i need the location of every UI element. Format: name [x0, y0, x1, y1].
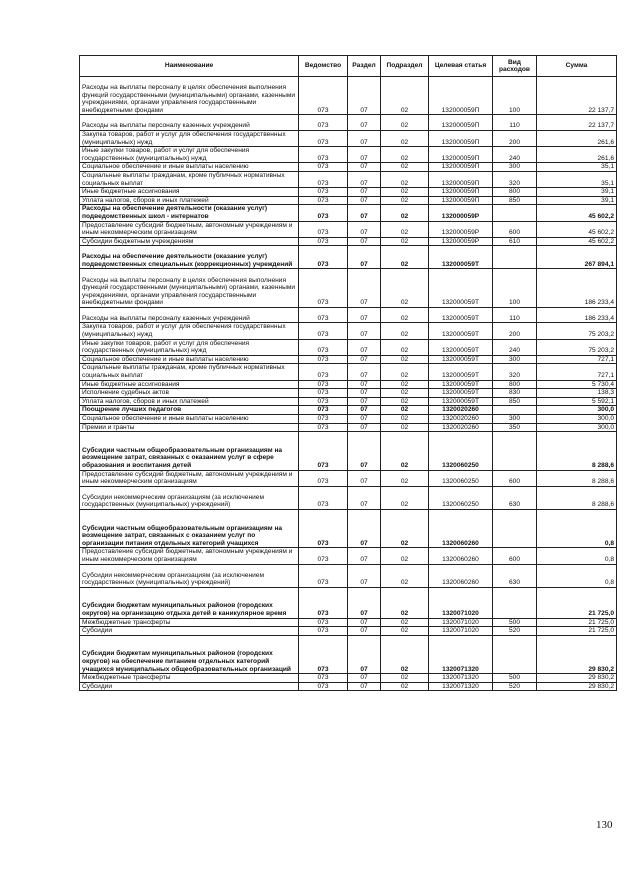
cell-vedomstvo: 073: [299, 682, 348, 691]
cell-name: Субсидии некоммерческим организациям (за исключением государственных (муниципальных) учреждений): [80, 564, 299, 587]
cell-razdel: 07: [348, 564, 381, 587]
cell-name: Расходы на выплаты персоналу казенных учреждений: [80, 307, 299, 323]
cell-vedomstvo: 073: [299, 618, 348, 627]
cell-vedomstvo: 073: [299, 509, 348, 547]
cell-podrazdel: 02: [381, 674, 429, 683]
cell-vid-raskhodov: 520: [493, 682, 537, 691]
cell-vedomstvo: 073: [299, 221, 348, 237]
cell-tselevaya-statya: 1320071320: [429, 635, 493, 673]
cell-podrazdel: 02: [381, 682, 429, 691]
cell-razdel: 07: [348, 188, 381, 197]
cell-podrazdel: 02: [381, 246, 429, 269]
cell-vid-raskhodov: 300: [493, 415, 537, 424]
cell-summa: 29 830,2: [537, 682, 617, 691]
cell-name: Иные бюджетные ассигнования: [80, 380, 299, 389]
cell-tselevaya-statya: 132000059П: [429, 163, 493, 172]
cell-name: Субсидии: [80, 627, 299, 636]
cell-vedomstvo: 073: [299, 674, 348, 683]
table-row: [80, 380, 617, 389]
cell-summa: 35,1: [537, 163, 617, 172]
cell-summa: 8 288,6: [537, 470, 617, 486]
cell-name: Расходы на обеспечение деятельности (оказание услуг) подведомственных школ - интернатов: [80, 205, 299, 221]
cell-razdel: 07: [348, 509, 381, 547]
cell-tselevaya-statya: 132000059Т: [429, 397, 493, 406]
cell-vedomstvo: 073: [299, 364, 348, 380]
cell-vid-raskhodov: 850: [493, 397, 537, 406]
table-row: [80, 627, 617, 636]
cell-razdel: 07: [348, 163, 381, 172]
cell-tselevaya-statya: 1320020260: [429, 415, 493, 424]
cell-razdel: 07: [348, 355, 381, 364]
cell-podrazdel: 02: [381, 618, 429, 627]
cell-summa: 45 602,2: [537, 237, 617, 246]
cell-razdel: 07: [348, 415, 381, 424]
cell-podrazdel: 02: [381, 115, 429, 131]
cell-tselevaya-statya: 1320071020: [429, 627, 493, 636]
cell-name: Предоставление субсидий бюджетным, автономным учреждениям и иным некоммерческим организациям: [80, 221, 299, 237]
cell-tselevaya-statya: 132000059П: [429, 171, 493, 187]
cell-tselevaya-statya: 1320060250: [429, 432, 493, 470]
cell-name: Поощрение лучших педагогов: [80, 406, 299, 415]
cell-summa: 0,8: [537, 548, 617, 564]
cell-podrazdel: 02: [381, 130, 429, 146]
table-row: [80, 246, 617, 269]
table-row: [80, 564, 617, 587]
cell-tselevaya-statya: 132000059П: [429, 196, 493, 205]
cell-vedomstvo: 073: [299, 339, 348, 355]
header-tselevaya-statya: Целевая статья: [429, 56, 493, 77]
cell-vedomstvo: 073: [299, 188, 348, 197]
table-row: [80, 221, 617, 237]
cell-name: Субсидии бюджетам муниципальных районов (городских округов) на обеспечение питанием отдельных категорий учащихся муниципальных общеобразовательных организаций: [80, 635, 299, 673]
table-row: [80, 486, 617, 509]
cell-vid-raskhodov: 110: [493, 115, 537, 131]
cell-tselevaya-statya: 132000059Т: [429, 380, 493, 389]
cell-summa: 0,8: [537, 509, 617, 547]
cell-name: Закупка товаров, работ и услуг для обеспечения государственных (муниципальных) нужд: [80, 130, 299, 146]
cell-tselevaya-statya: 1320020260: [429, 406, 493, 415]
cell-vedomstvo: 073: [299, 323, 348, 339]
cell-tselevaya-statya: 132000059Т: [429, 355, 493, 364]
cell-name: Премии и гранты: [80, 423, 299, 432]
cell-razdel: 07: [348, 548, 381, 564]
cell-razdel: 07: [348, 682, 381, 691]
budget-table: [79, 55, 617, 691]
cell-summa: 21 725,0: [537, 587, 617, 618]
cell-podrazdel: 02: [381, 380, 429, 389]
cell-vedomstvo: 073: [299, 171, 348, 187]
cell-tselevaya-statya: 1320071320: [429, 682, 493, 691]
cell-tselevaya-statya: 132000059Р: [429, 221, 493, 237]
cell-vid-raskhodov: [493, 406, 537, 415]
table-row: [80, 364, 617, 380]
cell-vedomstvo: 073: [299, 196, 348, 205]
cell-razdel: 07: [348, 397, 381, 406]
cell-vedomstvo: 073: [299, 246, 348, 269]
cell-name: Социальное обеспечение и иные выплаты населению: [80, 415, 299, 424]
cell-razdel: 07: [348, 323, 381, 339]
cell-summa: 29 830,2: [537, 674, 617, 683]
cell-name: Иные закупки товаров, работ и услуг для обеспечения государственных (муниципальных) нужд: [80, 147, 299, 163]
cell-podrazdel: 02: [381, 587, 429, 618]
cell-name: Иные закупки товаров, работ и услуг для обеспечения государственных (муниципальных) нужд: [80, 339, 299, 355]
table-row: [80, 423, 617, 432]
cell-tselevaya-statya: 1320060260: [429, 564, 493, 587]
table-row: [80, 397, 617, 406]
cell-summa: 22 137,7: [537, 77, 617, 115]
cell-name: Субсидии: [80, 682, 299, 691]
table-row: [80, 269, 617, 307]
cell-name: Социальное обеспечение и иные выплаты населению: [80, 163, 299, 172]
cell-razdel: 07: [348, 432, 381, 470]
cell-name: Социальные выплаты гражданам, кроме публичных нормативных социальных выплат: [80, 364, 299, 380]
cell-summa: 300,0: [537, 406, 617, 415]
cell-podrazdel: 02: [381, 205, 429, 221]
table-row: [80, 130, 617, 146]
cell-summa: 300,0: [537, 415, 617, 424]
cell-vid-raskhodov: 300: [493, 163, 537, 172]
cell-podrazdel: 02: [381, 389, 429, 398]
cell-podrazdel: 02: [381, 548, 429, 564]
cell-summa: 5 730,4: [537, 380, 617, 389]
cell-summa: 75 203,2: [537, 339, 617, 355]
table-row: [80, 339, 617, 355]
cell-podrazdel: 02: [381, 415, 429, 424]
table-row: [80, 548, 617, 564]
cell-vid-raskhodov: 610: [493, 237, 537, 246]
cell-tselevaya-statya: 132000059Т: [429, 364, 493, 380]
cell-vid-raskhodov: 630: [493, 564, 537, 587]
cell-name: Социальное обеспечение и иные выплаты населению: [80, 355, 299, 364]
cell-tselevaya-statya: 132000059П: [429, 77, 493, 115]
cell-vedomstvo: 073: [299, 130, 348, 146]
cell-tselevaya-statya: 132000059Т: [429, 307, 493, 323]
header-vid-raskhodov: Вид расходов: [493, 56, 537, 77]
cell-summa: 8 288,6: [537, 486, 617, 509]
cell-summa: 138,3: [537, 389, 617, 398]
cell-summa: 300,0: [537, 423, 617, 432]
cell-name: Закупка товаров, работ и услуг для обеспечения государственных (муниципальных) нужд: [80, 323, 299, 339]
cell-vedomstvo: 073: [299, 389, 348, 398]
cell-podrazdel: 02: [381, 397, 429, 406]
page-number: 130: [596, 819, 613, 831]
header-podrazdel: Подраздел: [381, 56, 429, 77]
cell-summa: 21 725,0: [537, 627, 617, 636]
cell-vid-raskhodov: 850: [493, 196, 537, 205]
cell-razdel: 07: [348, 205, 381, 221]
table-row: [80, 147, 617, 163]
cell-tselevaya-statya: 1320060260: [429, 509, 493, 547]
cell-vedomstvo: 073: [299, 307, 348, 323]
cell-podrazdel: 02: [381, 196, 429, 205]
cell-tselevaya-statya: 1320071320: [429, 674, 493, 683]
cell-podrazdel: 02: [381, 188, 429, 197]
cell-razdel: 07: [348, 307, 381, 323]
cell-summa: 727,1: [537, 364, 617, 380]
cell-vedomstvo: 073: [299, 635, 348, 673]
cell-razdel: 07: [348, 237, 381, 246]
cell-tselevaya-statya: 132000059Р: [429, 205, 493, 221]
cell-podrazdel: 02: [381, 470, 429, 486]
cell-name: Предоставление субсидий бюджетным, автономным учреждениям и иным некоммерческим организациям: [80, 470, 299, 486]
cell-podrazdel: 02: [381, 307, 429, 323]
cell-tselevaya-statya: 1320060250: [429, 470, 493, 486]
cell-razdel: 07: [348, 618, 381, 627]
cell-tselevaya-statya: 132000059П: [429, 147, 493, 163]
cell-name: Расходы на обеспечение деятельности (оказание услуг) подведомственных специальных (коррекционных) учреждений: [80, 246, 299, 269]
cell-name: Предоставление субсидий бюджетным, автономным учреждениям и иным некоммерческим организациям: [80, 548, 299, 564]
table-row: [80, 323, 617, 339]
cell-vid-raskhodov: 500: [493, 674, 537, 683]
cell-podrazdel: 02: [381, 221, 429, 237]
cell-name: Расходы на выплаты персоналу казенных учреждений: [80, 115, 299, 131]
cell-vid-raskhodov: 600: [493, 470, 537, 486]
cell-podrazdel: 02: [381, 406, 429, 415]
cell-razdel: 07: [348, 364, 381, 380]
cell-razdel: 07: [348, 77, 381, 115]
cell-summa: 45 602,2: [537, 205, 617, 221]
cell-summa: 267 894,1: [537, 246, 617, 269]
header-summa: Сумма: [537, 56, 617, 77]
cell-vid-raskhodov: 800: [493, 380, 537, 389]
cell-vid-raskhodov: 830: [493, 389, 537, 398]
cell-summa: 75 203,2: [537, 323, 617, 339]
cell-podrazdel: 02: [381, 339, 429, 355]
cell-vid-raskhodov: [493, 635, 537, 673]
cell-vedomstvo: 073: [299, 397, 348, 406]
table-row: [80, 509, 617, 547]
cell-summa: 727,1: [537, 355, 617, 364]
cell-name: Межбюджетные трансферты: [80, 618, 299, 627]
cell-razdel: 07: [348, 423, 381, 432]
cell-vedomstvo: 073: [299, 423, 348, 432]
table-row: [80, 406, 617, 415]
cell-summa: 39,1: [537, 196, 617, 205]
cell-razdel: 07: [348, 389, 381, 398]
cell-razdel: 07: [348, 130, 381, 146]
cell-vedomstvo: 073: [299, 355, 348, 364]
cell-vedomstvo: 073: [299, 564, 348, 587]
cell-tselevaya-statya: 132000059Р: [429, 237, 493, 246]
cell-vedomstvo: 073: [299, 432, 348, 470]
cell-vedomstvo: 073: [299, 486, 348, 509]
cell-vid-raskhodov: 200: [493, 323, 537, 339]
cell-tselevaya-statya: 132000059Т: [429, 246, 493, 269]
header-vedomstvo: Ведомство: [299, 56, 348, 77]
cell-razdel: 07: [348, 635, 381, 673]
cell-vedomstvo: 073: [299, 237, 348, 246]
cell-razdel: 07: [348, 196, 381, 205]
cell-vedomstvo: 073: [299, 163, 348, 172]
table-header-row: [80, 56, 617, 77]
table-row: [80, 682, 617, 691]
cell-name: Субсидии бюджетным учреждениям: [80, 237, 299, 246]
cell-summa: 21 725,0: [537, 618, 617, 627]
cell-tselevaya-statya: 132000059Т: [429, 389, 493, 398]
cell-podrazdel: 02: [381, 323, 429, 339]
cell-vedomstvo: 073: [299, 406, 348, 415]
table-row: [80, 163, 617, 172]
cell-vid-raskhodov: 630: [493, 486, 537, 509]
cell-vid-raskhodov: [493, 205, 537, 221]
cell-vid-raskhodov: 800: [493, 188, 537, 197]
cell-tselevaya-statya: 1320020260: [429, 423, 493, 432]
cell-summa: 22 137,7: [537, 115, 617, 131]
cell-vedomstvo: 073: [299, 380, 348, 389]
cell-razdel: 07: [348, 115, 381, 131]
cell-razdel: 07: [348, 339, 381, 355]
cell-summa: 29 830,2: [537, 635, 617, 673]
header-razdel: Раздел: [348, 56, 381, 77]
cell-vid-raskhodov: 320: [493, 364, 537, 380]
cell-vid-raskhodov: 520: [493, 627, 537, 636]
table-row: [80, 205, 617, 221]
cell-vid-raskhodov: 500: [493, 618, 537, 627]
cell-vedomstvo: 073: [299, 470, 348, 486]
table-row: [80, 77, 617, 115]
cell-razdel: 07: [348, 269, 381, 307]
cell-razdel: 07: [348, 406, 381, 415]
cell-podrazdel: 02: [381, 355, 429, 364]
cell-vid-raskhodov: [493, 432, 537, 470]
table-row: [80, 307, 617, 323]
cell-summa: 186 233,4: [537, 307, 617, 323]
cell-tselevaya-statya: 132000059Т: [429, 339, 493, 355]
cell-podrazdel: 02: [381, 564, 429, 587]
cell-vedomstvo: 073: [299, 627, 348, 636]
cell-tselevaya-statya: 132000059Т: [429, 323, 493, 339]
cell-podrazdel: 02: [381, 432, 429, 470]
cell-name: Уплата налогов, сборов и иных платежей: [80, 196, 299, 205]
cell-podrazdel: 02: [381, 627, 429, 636]
cell-summa: 8 288,6: [537, 432, 617, 470]
header-name: Наименование: [80, 56, 299, 77]
cell-vedomstvo: 073: [299, 205, 348, 221]
cell-razdel: 07: [348, 171, 381, 187]
cell-vedomstvo: 073: [299, 147, 348, 163]
table-row: [80, 355, 617, 364]
cell-vid-raskhodov: [493, 587, 537, 618]
cell-name: Исполнение судебных актов: [80, 389, 299, 398]
cell-podrazdel: 02: [381, 237, 429, 246]
cell-name: Расходы на выплаты персоналу в целях обеспечения выполнения функций государственными (муниципальными) органами, казенными учреждениями, органами управления государственными внебюджетными фондами: [80, 269, 299, 307]
table-row: [80, 432, 617, 470]
table-row: [80, 618, 617, 627]
table-row: [80, 171, 617, 187]
cell-razdel: 07: [348, 221, 381, 237]
cell-vid-raskhodov: [493, 246, 537, 269]
cell-tselevaya-statya: 1320060260: [429, 548, 493, 564]
cell-vid-raskhodov: 110: [493, 307, 537, 323]
table-row: [80, 389, 617, 398]
cell-vid-raskhodov: 200: [493, 130, 537, 146]
cell-tselevaya-statya: 132000059П: [429, 115, 493, 131]
cell-name: Субсидии бюджетам муниципальных районов (городских округов) на организацию отдыха детей в каникулярное время: [80, 587, 299, 618]
cell-podrazdel: 02: [381, 147, 429, 163]
cell-razdel: 07: [348, 380, 381, 389]
table-row: [80, 470, 617, 486]
cell-vid-raskhodov: 600: [493, 221, 537, 237]
cell-name: Уплата налогов, сборов и иных платежей: [80, 397, 299, 406]
cell-summa: 261,6: [537, 147, 617, 163]
cell-podrazdel: 02: [381, 77, 429, 115]
cell-podrazdel: 02: [381, 364, 429, 380]
cell-vedomstvo: 073: [299, 77, 348, 115]
cell-name: Социальные выплаты гражданам, кроме публичных нормативных социальных выплат: [80, 171, 299, 187]
cell-podrazdel: 02: [381, 635, 429, 673]
cell-tselevaya-statya: 1320071020: [429, 587, 493, 618]
table-row: [80, 115, 617, 131]
cell-razdel: 07: [348, 470, 381, 486]
cell-summa: 45 602,2: [537, 221, 617, 237]
cell-razdel: 07: [348, 587, 381, 618]
cell-summa: 186 233,4: [537, 269, 617, 307]
cell-name: Межбюджетные трансферты: [80, 674, 299, 683]
table-row: [80, 635, 617, 673]
cell-summa: 39,1: [537, 188, 617, 197]
cell-podrazdel: 02: [381, 423, 429, 432]
cell-vedomstvo: 073: [299, 548, 348, 564]
cell-razdel: 07: [348, 147, 381, 163]
cell-tselevaya-statya: 1320060250: [429, 486, 493, 509]
table-row: [80, 237, 617, 246]
cell-vid-raskhodov: 240: [493, 147, 537, 163]
cell-razdel: 07: [348, 246, 381, 269]
cell-name: Расходы на выплаты персоналу в целях обеспечения выполнения функций государственными (муниципальными) органами, казенными учреждениями, органами управления государственными внебюджетными фондами: [80, 77, 299, 115]
cell-vedomstvo: 073: [299, 269, 348, 307]
table-row: [80, 587, 617, 618]
cell-summa: 5 592,1: [537, 397, 617, 406]
cell-summa: 35,1: [537, 171, 617, 187]
cell-summa: 0,8: [537, 564, 617, 587]
cell-vid-raskhodov: [493, 509, 537, 547]
cell-vid-raskhodov: 320: [493, 171, 537, 187]
cell-summa: 261,6: [537, 130, 617, 146]
table-row: [80, 674, 617, 683]
cell-razdel: 07: [348, 486, 381, 509]
cell-tselevaya-statya: 132000059П: [429, 188, 493, 197]
cell-vedomstvo: 073: [299, 415, 348, 424]
cell-name: Иные бюджетные ассигнования: [80, 188, 299, 197]
table-row: [80, 188, 617, 197]
cell-tselevaya-statya: 1320071020: [429, 618, 493, 627]
cell-podrazdel: 02: [381, 486, 429, 509]
cell-podrazdel: 02: [381, 163, 429, 172]
cell-vedomstvo: 073: [299, 587, 348, 618]
cell-name: Субсидии некоммерческим организациям (за исключением государственных (муниципальных) учреждений): [80, 486, 299, 509]
cell-razdel: 07: [348, 627, 381, 636]
cell-vid-raskhodov: 100: [493, 77, 537, 115]
cell-vid-raskhodov: 600: [493, 548, 537, 564]
cell-vid-raskhodov: 300: [493, 355, 537, 364]
cell-name: Субсидии частным общеобразовательным организациям на возмещение затрат, связанных с оказанием услуг в сфере образования и воспитания детей: [80, 432, 299, 470]
cell-podrazdel: 02: [381, 269, 429, 307]
cell-tselevaya-statya: 132000059Т: [429, 269, 493, 307]
cell-name: Субсидии частным общеобразовательным организациям на возмещение затрат, связанных с оказанием услуг по организации питания отдельных категорий учащихся: [80, 509, 299, 547]
cell-vid-raskhodov: 240: [493, 339, 537, 355]
cell-vedomstvo: 073: [299, 115, 348, 131]
table-row: [80, 415, 617, 424]
cell-podrazdel: 02: [381, 171, 429, 187]
cell-tselevaya-statya: 132000059П: [429, 130, 493, 146]
table-row: [80, 196, 617, 205]
cell-vid-raskhodov: 350: [493, 423, 537, 432]
table-body: [80, 77, 617, 691]
cell-podrazdel: 02: [381, 509, 429, 547]
cell-razdel: 07: [348, 674, 381, 683]
cell-vid-raskhodov: 100: [493, 269, 537, 307]
